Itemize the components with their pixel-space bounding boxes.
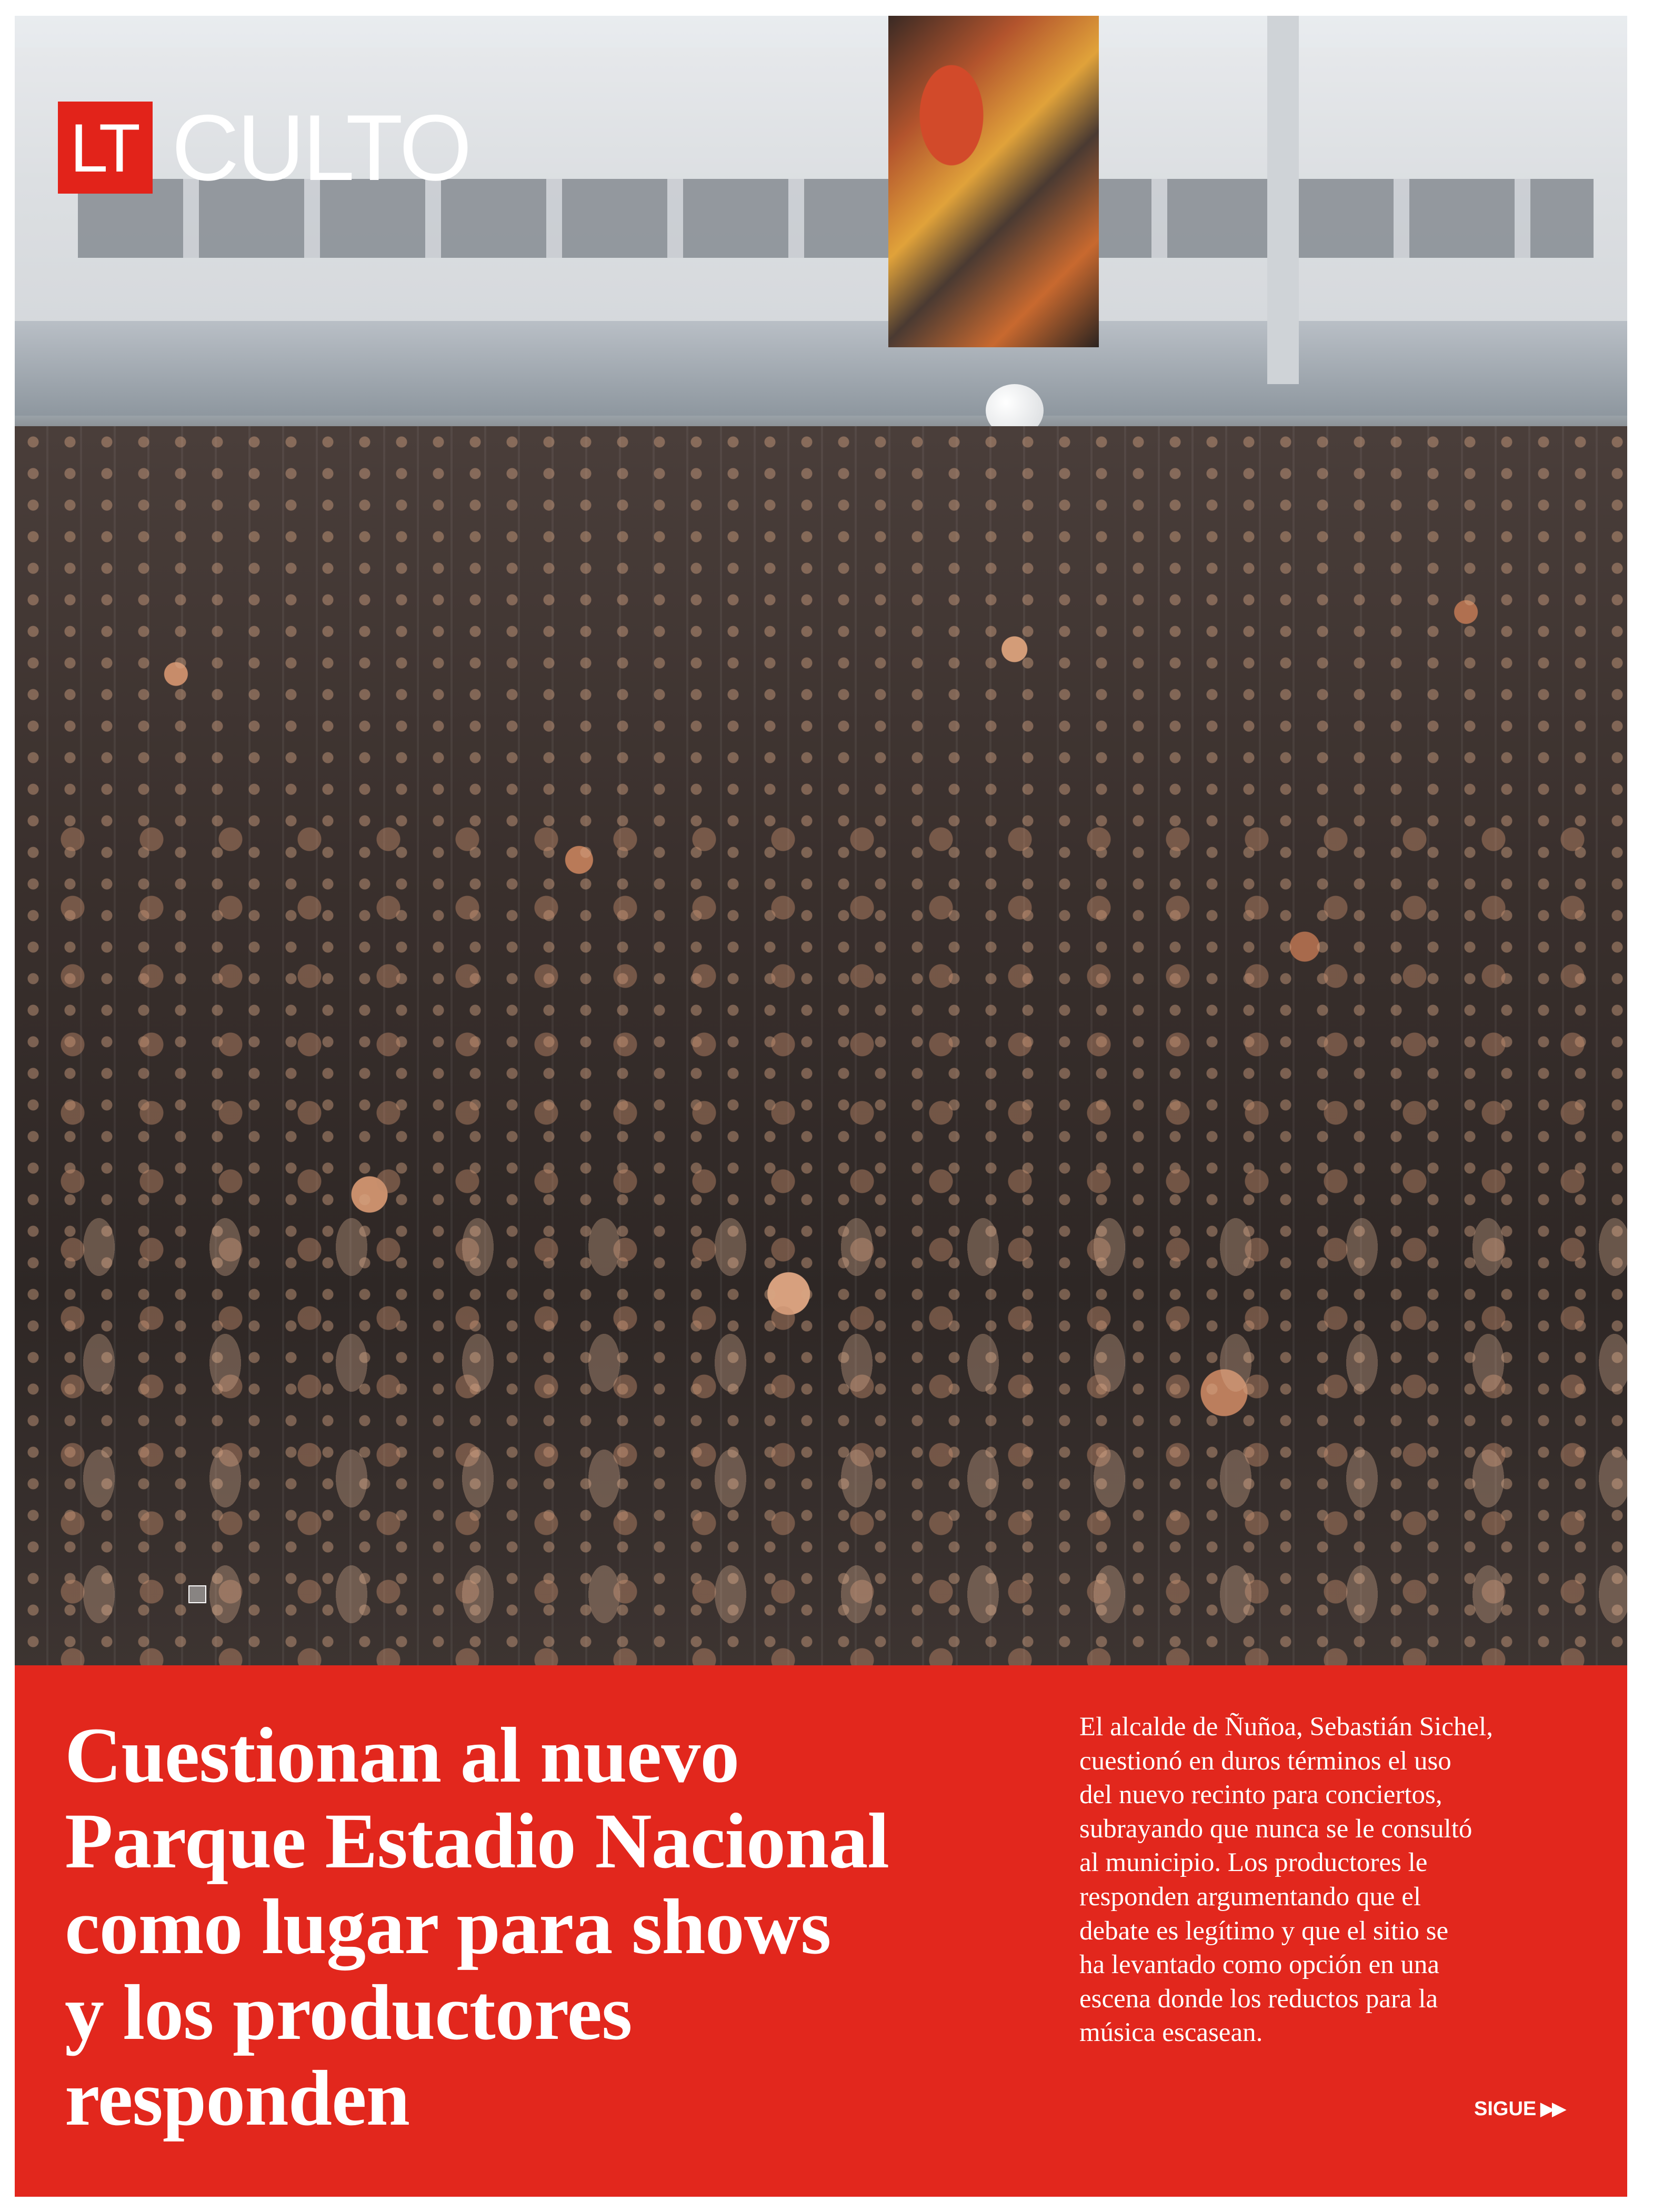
- summary-line: escena donde los reductos para la: [1079, 1984, 1438, 2014]
- summary-line: cuestionó en duros términos el uso: [1079, 1746, 1451, 1776]
- stadium-base: [15, 321, 1627, 416]
- summary-line: del nuevo recinto para conciertos,: [1079, 1780, 1442, 1810]
- headline-line: responden: [65, 2055, 410, 2142]
- crowd-raised-hands: [15, 1173, 1627, 1665]
- magazine-page: [15, 16, 1627, 2197]
- continue-label: SIGUE: [1474, 2097, 1537, 2120]
- summary-line: subrayando que nunca se le consultó: [1079, 1814, 1472, 1844]
- headline-line: Cuestionan al nuevo: [65, 1712, 739, 1799]
- light-tower: [1267, 16, 1299, 384]
- article-summary: [1079, 1710, 1611, 2050]
- summary-line: al municipio. Los productores le: [1079, 1848, 1428, 1878]
- summary-line: ha levantado como opción en una: [1079, 1950, 1440, 1980]
- headline-line: Parque Estadio Nacional: [65, 1797, 889, 1885]
- summary-line: música escasean.: [1079, 2018, 1263, 2048]
- hero-photo: [15, 16, 1627, 1665]
- summary-line: debate es legítimo y que el sitio se: [1079, 1916, 1449, 1946]
- headline-line: como lugar para shows: [65, 1883, 831, 1970]
- double-arrow-right-icon: ▶▶: [1540, 2099, 1564, 2119]
- headline-line: y los productores: [65, 1969, 632, 2056]
- summary-line: El alcalde de Ñuñoa, Sebastián Sichel,: [1079, 1712, 1493, 1742]
- section-logo: [58, 95, 470, 200]
- logo-word: CULTO: [172, 95, 470, 200]
- article-headline: [65, 1713, 1065, 2141]
- logo-box: LT: [58, 102, 153, 194]
- stadium-mural: [888, 16, 1099, 347]
- photo-marker: [188, 1585, 206, 1603]
- summary-line: responden argumentando que el: [1079, 1882, 1421, 1912]
- continue-link[interactable]: [1474, 2096, 1564, 2122]
